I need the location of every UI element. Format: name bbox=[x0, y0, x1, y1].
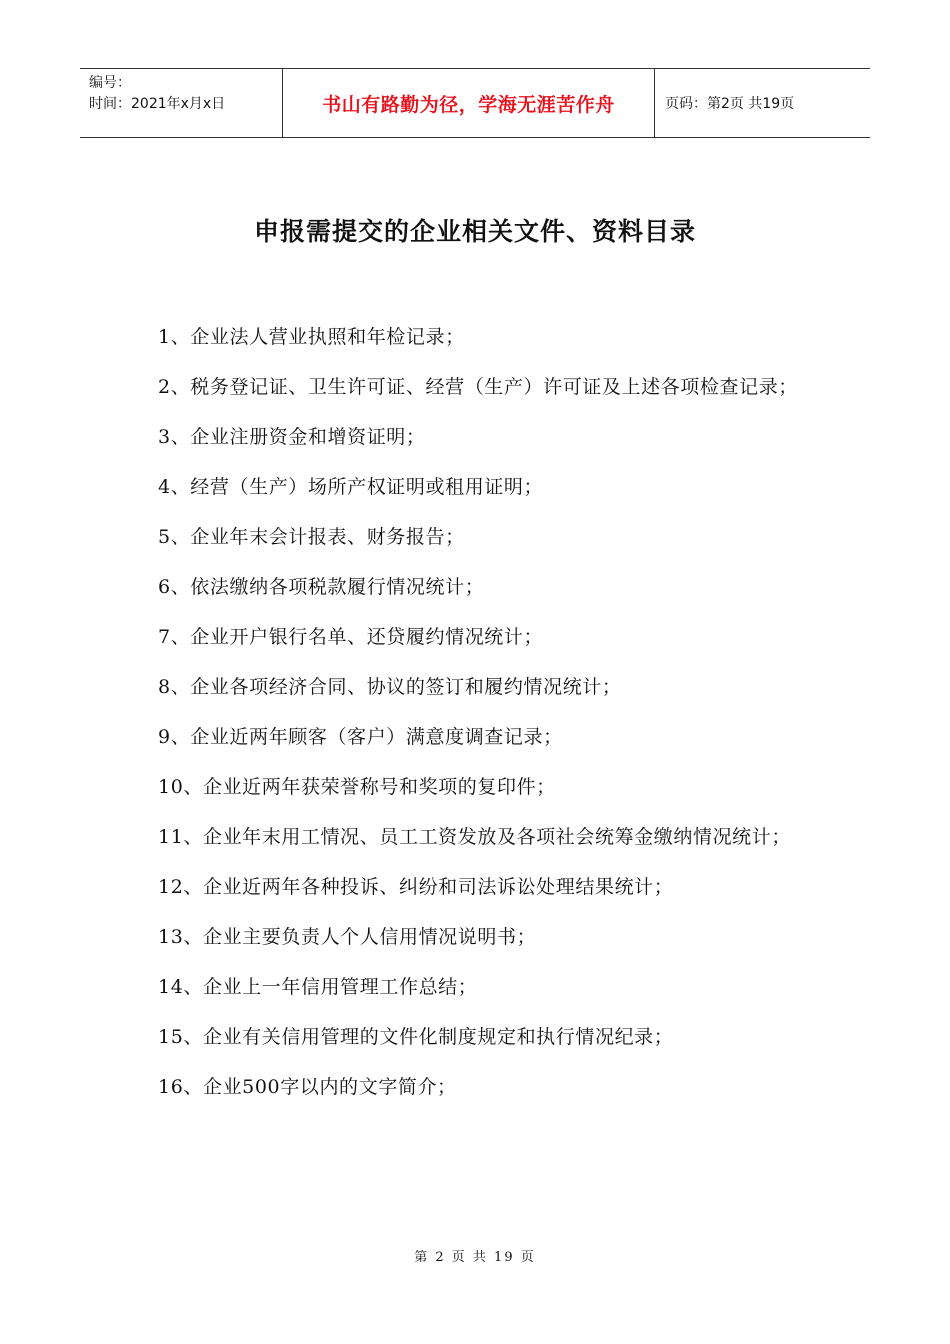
header-info-cell bbox=[80, 69, 283, 137]
list-item: 7、企业开户银行名单、还贷履约情况统计； bbox=[158, 626, 544, 648]
list-item: 6、依法缴纳各项税款履行情况统计； bbox=[158, 576, 485, 598]
list-item: 14、企业上一年信用管理工作总结； bbox=[158, 976, 478, 998]
list-item: 3、企业注册资金和增资证明； bbox=[158, 426, 426, 448]
list-item: 8、企业各项经济合同、协议的签订和履约情况统计； bbox=[158, 676, 622, 698]
list-item: 10、企业近两年获荣誉称号和奖项的复印件； bbox=[158, 776, 556, 798]
list-item: 15、企业有关信用管理的文件化制度规定和执行情况纪录； bbox=[158, 1026, 674, 1048]
document-item-list bbox=[114, 312, 844, 1112]
header-number-label: 编号： bbox=[89, 75, 131, 91]
document-title: 申报需提交的企业相关文件、资料目录 bbox=[253, 217, 696, 246]
list-item: 2、税务登记证、卫生许可证、经营（生产）许可证及上述各项检查记录； bbox=[158, 376, 798, 398]
list-item: 13、企业主要负责人个人信用情况说明书； bbox=[158, 926, 537, 948]
header-page-label: 页码：第2页 共19页 bbox=[665, 96, 795, 112]
list-item: 5、企业年末会计报表、财务报告； bbox=[158, 526, 465, 548]
page-footer: 第 2 页 共 19 页 bbox=[414, 1250, 536, 1265]
header-time-label: 时间：2021年x月x日 bbox=[89, 96, 226, 112]
list-item: 11、企业年末用工情况、员工工资发放及各项社会统筹金缴纳情况统计； bbox=[158, 826, 791, 848]
list-item: 16、企业500字以内的文字简介； bbox=[158, 1076, 457, 1098]
list-item: 12、企业近两年各种投诉、纠纷和司法诉讼处理结果统计； bbox=[158, 876, 674, 898]
list-item: 1、企业法人营业执照和年检记录； bbox=[158, 326, 465, 348]
list-item: 4、经营（生产）场所产权证明或租用证明； bbox=[158, 476, 544, 498]
page-header bbox=[80, 68, 870, 138]
list-item: 9、企业近两年顾客（客户）满意度调查记录； bbox=[158, 726, 563, 748]
header-motto: 书山有路勤为径，学海无涯苦作舟 bbox=[283, 69, 655, 137]
